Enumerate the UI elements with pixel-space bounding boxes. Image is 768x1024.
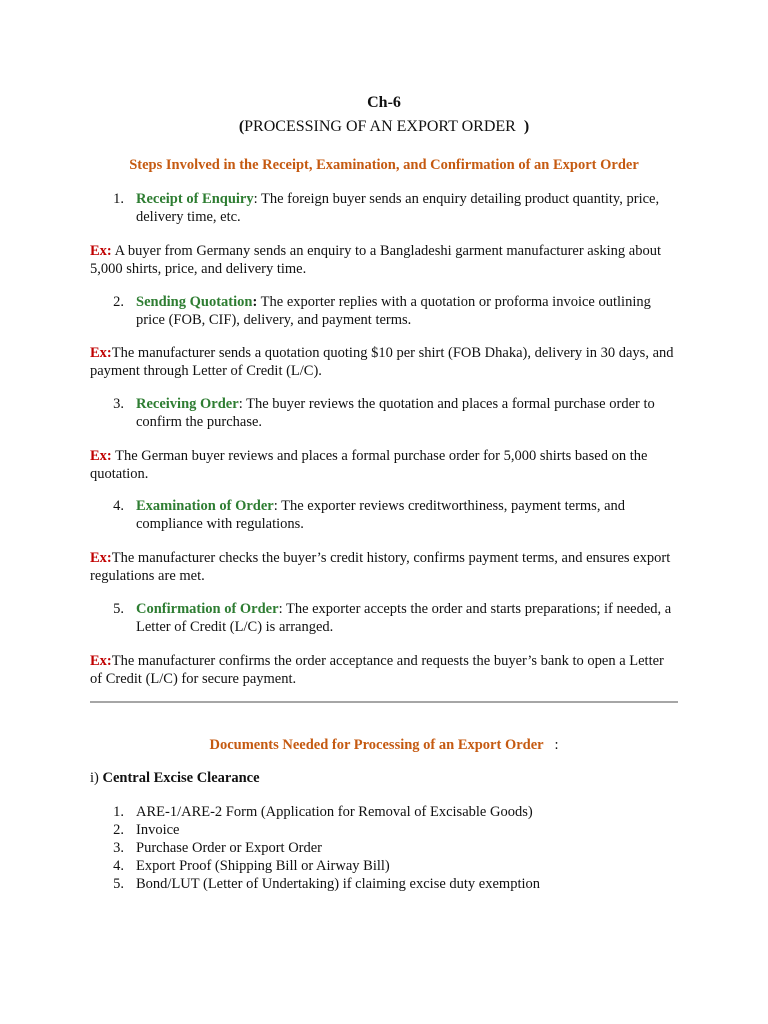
example-paragraph <box>90 447 678 483</box>
step-body <box>136 600 678 636</box>
example-label: Ex <box>90 448 107 464</box>
list-number: 5. <box>113 876 124 892</box>
title-open-paren: ( <box>238 118 245 135</box>
step-body <box>136 497 678 533</box>
list-text: ARE-1/ARE-2 Form (Application for Removal of Excisable Goods) <box>136 804 533 820</box>
example-text: The manufacturer confirms the order acceptance and requests the buyer’s bank to open a Letter of Credit (L/C) for secure payment. <box>90 653 664 687</box>
step-separator: : <box>252 294 258 310</box>
chapter-title <box>0 118 768 136</box>
example-separator: : <box>106 653 112 669</box>
title-close-paren: ) <box>523 118 530 135</box>
example-separator: : <box>106 448 112 464</box>
example-separator: : <box>106 550 112 566</box>
step-body <box>136 190 678 226</box>
list-text: Invoice <box>136 822 180 838</box>
documents-heading-text: Documents Needed for Processing of an Export Order <box>209 737 544 753</box>
example-paragraph <box>90 344 678 380</box>
step-term: Examination of Order <box>136 498 274 514</box>
example-text: A buyer from Germany sends an enquiry to a Bangladeshi garment manufacturer asking about 5,000 shirts, price, and delivery time. <box>90 243 661 277</box>
step-text: The foreign buyer sends an enquiry detailing product quantity, price, delivery time, etc. <box>136 191 660 225</box>
example-paragraph <box>90 652 678 688</box>
list-number: 3. <box>113 840 124 856</box>
step-number: 1. <box>113 191 124 207</box>
step-number: 4. <box>113 498 124 514</box>
example-label: Ex <box>90 550 107 566</box>
documents-heading-colon: : <box>554 737 559 753</box>
step-text: The exporter replies with a quotation or proforma invoice outlining price (FOB, CIF), delivery, and payment terms. <box>136 294 651 328</box>
step-term: Confirmation of Order <box>136 601 279 617</box>
list-text: Purchase Order or Export Order <box>136 840 323 856</box>
step-term: Sending Quotation <box>136 294 253 310</box>
step-text: The exporter reviews creditworthiness, payment terms, and compliance with regulations. <box>136 498 626 532</box>
step-separator: : <box>278 601 283 617</box>
list-text: Export Proof (Shipping Bill or Airway Bill) <box>136 858 390 874</box>
step-separator: : <box>238 396 243 412</box>
example-paragraph <box>90 549 678 585</box>
step-number: 2. <box>113 294 124 310</box>
list-number: 4. <box>113 858 124 874</box>
example-separator: : <box>106 345 112 361</box>
example-text: The manufacturer checks the buyer’s credit history, confirms payment terms, and ensures export regulations are met. <box>90 550 671 584</box>
list-text: Bond/LUT (Letter of Undertaking) if claiming excise duty exemption <box>136 876 541 892</box>
title-text: PROCESSING OF AN EXPORT ORDER <box>244 118 516 135</box>
example-label: Ex <box>90 653 107 669</box>
documents-heading <box>90 736 678 754</box>
section-heading <box>90 769 678 787</box>
section-title: Central Excise Clearance <box>102 770 260 786</box>
step-text: The exporter accepts the order and starts preparations; if needed, a Letter of Credit (L/C) is arranged. <box>136 601 672 635</box>
step-separator: : <box>273 498 278 514</box>
example-separator: : <box>106 243 112 259</box>
example-label: Ex <box>90 243 107 259</box>
step-separator: : <box>253 191 258 207</box>
example-paragraph <box>90 242 678 278</box>
example-text: The German buyer reviews and places a formal purchase order for 5,000 shirts based on the quotation. <box>90 448 648 482</box>
chapter-number: Ch-6 <box>367 94 401 111</box>
step-body <box>136 293 678 329</box>
step-number: 5. <box>113 601 124 617</box>
steps-heading: Steps Involved in the Receipt, Examination, and Confirmation of an Export Order <box>129 157 639 173</box>
section-prefix: i) <box>90 770 99 786</box>
step-number: 3. <box>113 396 124 412</box>
step-body <box>136 395 678 431</box>
step-term: Receipt of Enquiry <box>136 191 254 207</box>
example-text: The manufacturer sends a quotation quoting $10 per shirt (FOB Dhaka), delivery in 30 days, and payment through Letter of Credit (L/C). <box>90 345 674 379</box>
step-term: Receiving Order <box>136 396 239 412</box>
list-number: 2. <box>113 822 124 838</box>
step-text: The buyer reviews the quotation and places a formal purchase order to confirm the purchase. <box>136 396 655 430</box>
horizontal-divider <box>90 701 678 703</box>
list-number: 1. <box>113 804 124 820</box>
example-label: Ex <box>90 345 107 361</box>
